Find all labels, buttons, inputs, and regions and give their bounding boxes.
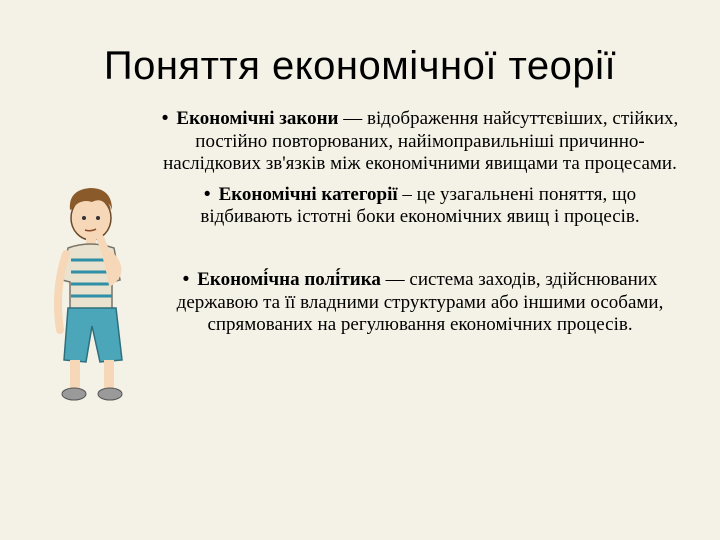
thinking-boy-icon: [40, 180, 150, 410]
term: Економічні категорії: [218, 183, 398, 205]
bullet-list: [160, 108, 680, 337]
bullet-economic-categories: [160, 184, 680, 229]
bullet-marker: •: [182, 269, 190, 291]
definition: система заходів, здійснюваних державою та її владними структурами або іншими особами, спрямованих на регулювання економічних процесів.: [176, 269, 664, 336]
separator: —: [338, 108, 367, 129]
term: Економічні закони: [176, 108, 339, 129]
separator: —: [380, 269, 410, 291]
bullet-economic-laws: [160, 108, 680, 176]
bullet-marker: •: [161, 108, 169, 129]
separator: –: [397, 183, 417, 205]
bullet-economic-policy: [160, 269, 680, 337]
definition: це узагальнені поняття, що відбивають істотні боки економічних явищ і процесів.: [200, 183, 640, 228]
definition: відображення найсуттєвіших, стійких, постійно повторюваних, найімоправильніші причинно-наслідкових зв'язків між економічними явищами та процесами.: [163, 108, 679, 175]
term: Економі́чна полі́тика: [197, 269, 381, 291]
slide-title: Поняття економічної теорії: [103, 44, 617, 88]
bullet-marker: •: [203, 183, 211, 205]
